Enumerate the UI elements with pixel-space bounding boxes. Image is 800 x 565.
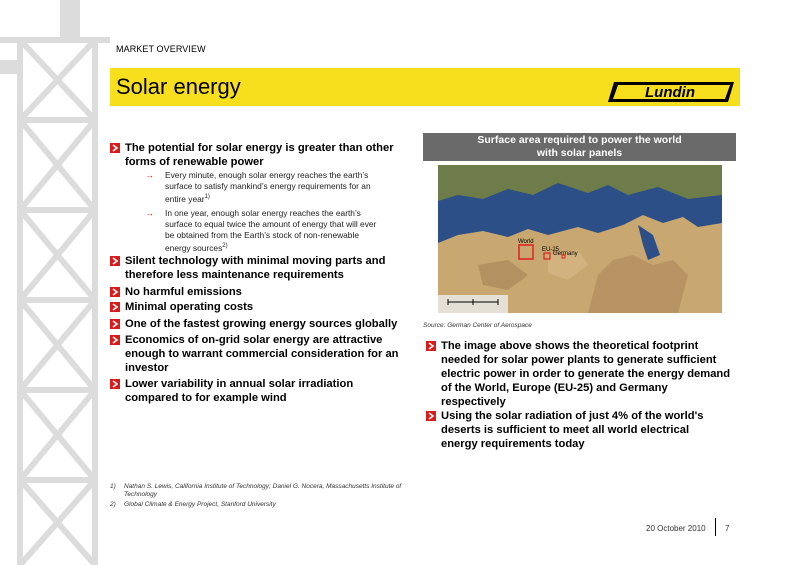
bullet-icon	[426, 341, 436, 351]
bullet-icon	[110, 302, 120, 312]
bullet-text: Minimal operating costs	[125, 301, 254, 313]
page-number: 7	[725, 524, 730, 533]
bullet-icon	[110, 256, 120, 266]
bullet-text: Lower variability in annual solar irradiation compared to for example wind	[125, 378, 354, 404]
svg-text:EU-25: EU-25	[542, 247, 560, 253]
image-source-caption: Source: German Center of Aerospace	[423, 322, 532, 329]
footnote-text: Nathan S. Lewis, California Institute of Technology; Daniel G. Nocera, Massachusetts Institute of Technology	[124, 483, 402, 498]
bullet-text: Economics of on-grid solar energy are attractive enough to warrant commercial consideration for an investor	[125, 334, 399, 374]
lundin-logo	[606, 79, 736, 105]
footnote-number: 2)	[110, 501, 116, 508]
bullet-icon	[426, 411, 436, 421]
bullet-icon	[110, 379, 120, 389]
bullet-text: No harmful emissions	[125, 286, 242, 298]
sub-bullet-text: In one year, enough solar energy reaches the earth’s surface to equal twice the amount of energy that will ever be obtained from the Earth’s stock of non-renewable energy sources$^{2)}$	[165, 208, 377, 253]
map-header: Surface area required to power the world with solar panels	[423, 133, 736, 161]
footer-divider	[715, 518, 716, 536]
footnote-text: Global Climate & Energy Project, Stanford University	[124, 501, 276, 508]
section-label: MARKET OVERVIEW	[116, 44, 206, 54]
footnote-number: 1)	[110, 483, 116, 490]
page-title: Solar energy	[116, 74, 241, 99]
bullet-text: The image above shows the theoretical footprint needed for solar power plants to generate sufficient electric power in order to generate the energy demand of the World, Europe (EU-25) and Germany respectively	[441, 340, 731, 408]
bullet-text: Using the solar radiation of just 4% of the world's deserts is sufficient to meet all world electrical energy requirements today	[441, 410, 704, 450]
bullet-text: The potential for solar energy is greater than other forms of renewable power	[125, 142, 394, 168]
arrow-icon: →	[145, 208, 154, 218]
arrow-icon: →	[145, 170, 154, 180]
bullet-icon	[110, 143, 120, 153]
bullet-text: One of the fastest growing energy sources globally	[125, 318, 398, 330]
bullet-icon	[110, 319, 120, 329]
sub-bullet-text: Every minute, enough solar energy reaches the earth’s surface to satisfy mankind’s energy requirements for an entire year$^{1)}$	[165, 170, 371, 204]
bullet-icon	[110, 287, 120, 297]
svg-text:Lundin: Lundin	[645, 84, 695, 101]
bullet-icon	[110, 335, 120, 345]
bullet-text: Silent technology with minimal moving parts and therefore less maintenance requirements	[125, 255, 386, 281]
svg-text:Germany: Germany	[553, 251, 578, 257]
footer-date: 20 October 2010	[646, 524, 706, 533]
svg-text:World: World	[518, 239, 534, 245]
satellite-map-image	[438, 165, 722, 313]
